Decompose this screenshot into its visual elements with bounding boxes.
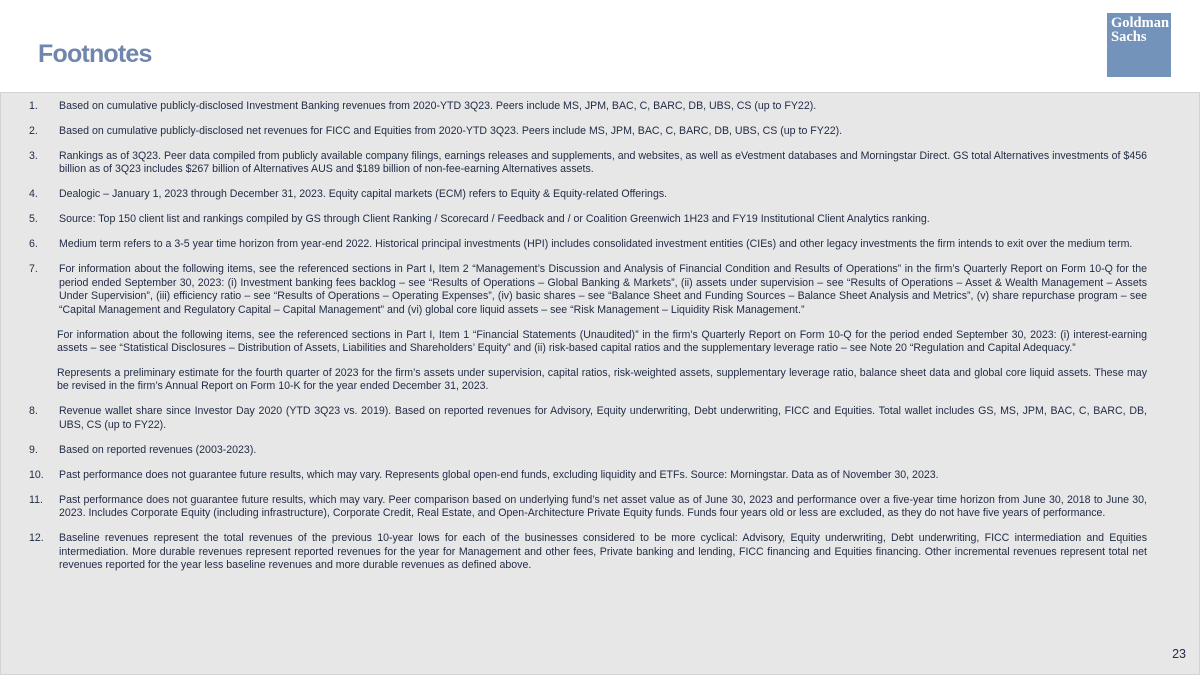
logo-text-line2: Sachs <box>1111 29 1147 45</box>
footnote-number: 2. <box>29 125 38 137</box>
footnote-number: 6. <box>29 238 38 251</box>
footnote-text: Source: Top 150 client list and rankings compiled by GS through Client Ranking / Scorecard / Feedback and / or Coalition Greenwich 1H23 and FY19 Institutional Client Analytics ranking. <box>59 213 930 226</box>
page-number: 23 <box>1172 647 1186 661</box>
slide-header <box>0 0 1200 92</box>
footnote-text: Medium term refers to a 3-5 year time horizon from year-end 2022. Historical principal investments (HPI) includes consolidated investment entities (CIEs) and other legacy investments the firm intends to exit over the medium term. <box>59 238 1133 251</box>
footnote-9 <box>1 444 1147 457</box>
footnote-number: 11. <box>29 493 43 506</box>
footnote-number: 7. <box>29 263 38 276</box>
footnote-number: 4. <box>29 188 38 201</box>
footnote-text: Past performance does not guarantee future results, which may vary. Represents global open-end funds, excluding liquidity and ETFs. Source: Morningstar. Data as of November 30, 2023. <box>59 468 939 481</box>
footnote-text: Revenue wallet share since Investor Day 2020 (YTD 3Q23 vs. 2019). Based on reported revenues for Advisory, Equity underwriting, Debt underwriting, FICC and Equities. Total wallet includes GS, MS, JPM, BAC, C, BARC, DB, UBS, CS (up to FY22). <box>59 405 1147 431</box>
footnote-1 <box>1 100 1147 113</box>
footnote-text: Based on cumulative publicly-disclosed Investment Banking revenues from 2020-YTD 3Q23. Peers include MS, JPM, BAC, C, BARC, DB, UBS, CS (up to FY22). <box>59 100 817 112</box>
footnote-text: Past performance does not guarantee future results, which may vary. Peer comparison based on underlying fund’s net asset value as of June 30, 2023 and performance over a five-year time horizon from June 30, 2018 to June 30, 2023. Includes Corporate Equity (including infrastructure), Corporate Credit, Real Estate, and Open-Architecture Private Equity funds. Funds four years old or less are excluded, as they do not have five years of performance. <box>59 493 1147 520</box>
footnote-number: 5. <box>29 213 38 226</box>
footnotes-panel <box>0 92 1200 675</box>
footnote-2 <box>1 125 1147 138</box>
footnote-7 <box>1 263 1147 317</box>
page-title: Footnotes <box>38 40 152 68</box>
footnote-7-continued-b <box>1 367 1147 394</box>
footnote-8 <box>1 405 1147 432</box>
footnote-text: For information about the following items, see the referenced sections in Part I, Item 2 “Management’s Discussion and Analysis of Financial Condition and Results of Operations” in the firm’s Quarterly Report on Form 10-Q for the period ended September 30, 2023: (i) Investment banking fees backlog – see “Results of Operations – Global Banking & Markets”, (ii) assets under supervision – see “Results of Operations – Asset & Wealth Management – Assets Under Supervision”, (iii) efficiency ratio – see “Results of Operations – Operating Expenses”, (iv) basic shares – see “Balance Sheet and Funding Sources – Balance Sheet Analysis and Metrics”, (v) share repurchase program – see “Capital Management and Regulatory Capital – Capital Management” and (vi) global core liquid assets – see “Risk Management – Liquidity Risk Management.” <box>59 263 1147 316</box>
footnote-text: Based on cumulative publicly-disclosed net revenues for FICC and Equities from 2020-YTD 3Q23. Peers include MS, JPM, BAC, C, BARC, DB, UBS, CS (up to FY22). <box>59 125 843 137</box>
footnote-text: Represents a preliminary estimate for the fourth quarter of 2023 for the firm’s assets under supervision, capital ratios, risk-weighted assets, supplementary leverage ratio, balance sheet data and global core liquid assets. These may be revised in the firm’s Annual Report on Form 10-K for the year ended December 31, 2023. <box>57 367 1147 393</box>
footnote-number: 1. <box>29 100 38 112</box>
footnote-6 <box>1 238 1147 251</box>
footnote-text: Baseline revenues represent the total revenues of the previous 10-year lows for each of the businesses considered to be more cyclical: Advisory, Equity underwriting, Debt underwriting, FICC intermediation and Equities intermediation. More durable revenues represent reported revenues for the year for Management and other fees, Private banking and lending, FICC financing and Equities financing. Other incremental revenues represent total net revenues reported for the year less baseline revenues and more durable revenues as defined above. <box>59 532 1147 572</box>
footnote-5 <box>1 213 1147 226</box>
footnotes-list <box>1 100 1200 584</box>
footnote-10 <box>1 469 1147 482</box>
logo-text-line1: Goldman <box>1111 15 1170 31</box>
footnote-number: 10. <box>29 468 44 481</box>
footnote-12 <box>1 532 1147 572</box>
footnote-text: For information about the following items, see the referenced sections in Part I, Item 1 “Financial Statements (Unaudited)” in the firm’s Quarterly Report on Form 10-Q for the period ended September 30, 2023: (i) interest-earning assets – see “Statistical Disclosures – Distribution of Assets, Liabilities and Shareholders’ Equity” and (ii) risk-based capital ratios and the supplementary leverage ratio – see Note 20 “Regulation and Capital Adequacy.” <box>57 328 1147 355</box>
footnote-11 <box>1 494 1147 521</box>
footnote-text: Based on reported revenues (2003-2023). <box>59 443 257 456</box>
footnote-3 <box>1 150 1147 177</box>
footnote-4 <box>1 188 1147 201</box>
footnote-7-continued-a <box>1 329 1147 356</box>
footnote-number: 8. <box>29 405 38 418</box>
goldman-sachs-logo <box>1107 13 1171 77</box>
footnote-number: 3. <box>29 150 38 162</box>
footnote-number: 12. <box>29 532 44 545</box>
footnote-text: Rankings as of 3Q23. Peer data compiled from publicly available company filings, earnings releases and supplements, and websites, as well as eVestment databases and Morningstar Direct. GS total Alternatives investments of $456 billion as of 3Q23 includes $267 billion of Alternatives AUS and $189 billion of non-fee-earning Alternatives assets. <box>59 150 1147 176</box>
footnote-text: Dealogic – January 1, 2023 through December 31, 2023. Equity capital markets (ECM) refers to Equity & Equity-related Offerings. <box>59 188 668 201</box>
footnote-number: 9. <box>29 443 38 456</box>
